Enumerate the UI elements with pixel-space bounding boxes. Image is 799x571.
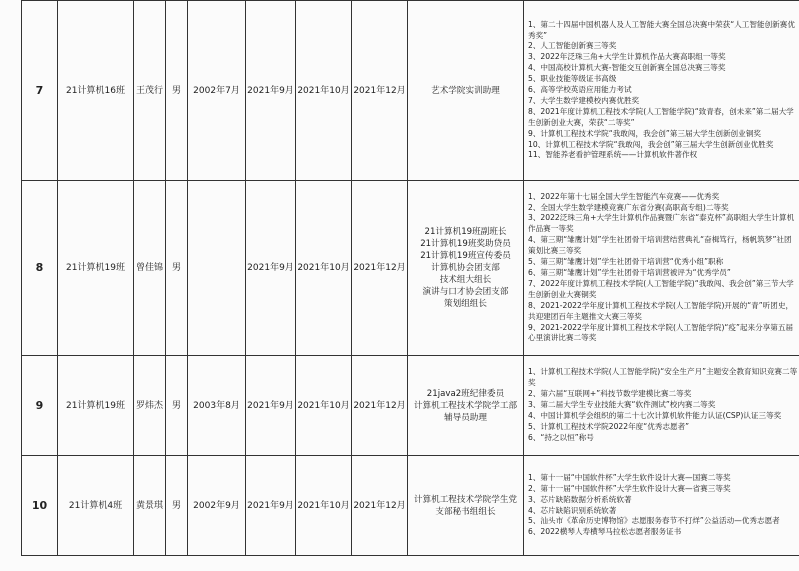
gender: 男 [166,1,188,181]
award-line: 7、大学生数学建模校内赛优胜奖 [528,95,640,105]
award-line: 6、第三期“雏鹰计划”学生社团骨干培训营被评为“优秀学员” [528,268,731,277]
award-line: 2、第六届“互联网+”科技节数学建模比赛二等奖 [528,389,692,399]
post-line: 演讲与口才协会团支部 [422,287,509,297]
date-a: 2021年9月 [246,181,296,356]
award-line: 5、汕头市《革命历史博物馆》志愿服务春节不打烊”公益活动—优秀志愿者 [528,516,780,526]
date-a: 2021年9月 [246,456,296,556]
date-a: 2021年9月 [246,356,296,456]
posts-cell [408,181,524,356]
award-line: 6、“持之以恒”称号 [528,432,594,442]
row-number: 8 [22,181,58,356]
date-b: 2021年10月 [296,181,352,356]
posts-cell [408,456,524,556]
awards-cell [524,356,799,456]
award-line: 3、2022年泛珠三角+大学生计算机作品大赛高职组一等奖 [528,52,726,62]
class-name: 21计算机19班 [58,181,134,356]
award-line: 5、职业技能等级证书高级 [528,74,617,84]
award-line: 3、2022泛珠三角+大学生计算机作品赛暨广东省“泰克杯”高职组大学生计算机作品赛一等奖 [528,213,795,234]
birth-date: 2003年8月 [188,356,246,456]
award-line: 4、第三期“雏鹰计划”学生社团骨干培训营结营典礼“奋楫笃行，杨帆筑梦”社团策划比赛三等奖 [528,235,792,256]
award-line: 2、第十一届“中国软件杯”大学生软件设计大赛—省赛三等奖 [528,483,731,493]
row-number: 10 [22,456,58,556]
table-row [22,356,799,456]
award-line: 9、2021-2022学年度计算机工程技术学院(人工智能学院)“疫”起来分享第五届心里演讲比赛二等奖 [528,322,794,343]
date-a: 2021年9月 [246,1,296,181]
birth-date [188,181,246,356]
date-c: 2021年12月 [352,181,408,356]
post-line: 计算机工程技术学院学工部 [413,400,518,411]
table-row [22,181,799,356]
student-name: 罗炜杰 [134,356,166,456]
award-line: 9、计算机工程技术学院“我敢闯，我会创”第三届大学生创新创业铜奖 [528,128,761,138]
date-c: 2021年12月 [352,1,408,181]
date-c: 2021年12月 [352,456,408,556]
award-line: 4、中国高校计算机大赛-智能交互创新赛全国总决赛三等奖 [528,63,726,73]
table-row [22,456,799,556]
gender: 男 [166,456,188,556]
award-line: 5、第三期“雏鹰计划”学生社团骨干培训营“优秀小组”职称 [528,257,724,267]
row-number: 7 [22,1,58,181]
award-line: 3、芯片缺陷数据分析系统软著 [528,494,632,504]
award-line: 7、2022年度计算机工程技术学院(人工智能学院)“我敢闯、我会创”第三节大学生创新创业大赛铜奖 [528,278,794,299]
award-line: 1、第十一届“中国软件杯”大学生软件设计大赛—国赛二等奖 [528,472,731,482]
award-line: 6、2022横琴人寿横琴马拉松志愿者服务证书 [528,527,682,537]
award-line: 8、2021年度计算机工程技术学院(人工智能学院)“致青春，创未来”第二届大学生创新创业大赛，荣获“二等奖” [528,106,794,127]
student-name: 黄景琪 [134,456,166,556]
award-line: 4、芯片缺陷识别系统软著 [528,505,617,515]
class-name: 21计算机16班 [58,1,134,181]
award-line: 1、计算机工程技术学院(人工智能学院)“安全生产月”主题安全教育知识竞赛二等奖 [528,367,798,388]
award-line: 8、2021-2022学年度计算机工程技术学院(人工智能学院)开展的“青”听团史，共迎建团百年主题推文大赛三等奖 [528,300,794,321]
post-line: 21计算机19班副班长 [424,227,507,237]
award-line: 2、全国大学生数学建模竞赛广东省分赛(高职高专组)二等奖 [528,202,729,212]
class-name: 21计算机19班 [58,356,134,456]
date-b: 2021年10月 [296,456,352,556]
row-number: 9 [22,356,58,456]
birth-date: 2002年7月 [188,1,246,181]
table-row [22,1,799,181]
posts-cell [408,356,524,456]
post-line: 支部秘书组组长 [435,506,496,517]
award-line: 6、高等学校英语应用能力考试 [528,85,632,95]
award-line: 3、第二届大学生专业技能大赛“软件测试”校内赛二等奖 [528,400,716,410]
birth-date: 2002年9月 [188,456,246,556]
post-line: 计算机协会团支部 [431,263,500,273]
awards-cell [524,181,799,356]
post-line: 21java2班纪律委员 [426,388,505,399]
date-b: 2021年10月 [296,1,352,181]
award-line: 2、人工智能创新赛三等奖 [528,41,617,51]
posts-cell [408,1,524,181]
post-line: 辅导员助理 [444,412,487,423]
awards-cell [524,1,799,181]
student-name: 曾佳锦 [134,181,166,356]
award-line: 11、智能养老看护管理系统——计算机软件著作权 [528,150,698,160]
student-roster-table [21,0,799,556]
post-line: 艺术学院实训助理 [431,85,500,96]
date-c: 2021年12月 [352,356,408,456]
class-name: 21计算机4班 [58,456,134,556]
student-name: 王茂行 [134,1,166,181]
award-line: 4、中国计算机学会组织的第二十七次计算机软件能力认证(CSP)认证三等奖 [528,410,782,420]
gender: 男 [166,181,188,356]
awards-cell [524,456,799,556]
post-line: 21计算机19班奖助贷员 [420,239,511,249]
award-line: 1、第二十四届中国机器人及人工智能大赛全国总决赛中荣获“人工智能创新赛优秀奖” [528,19,795,40]
award-line: 5、计算机工程技术学院2022年度“优秀志愿者” [528,421,690,431]
post-line: 技术组大组长 [439,275,492,285]
post-line: 21计算机19班宣传委员 [420,251,511,261]
post-line: 计算机工程技术学院学生党 [413,494,518,505]
award-line: 1、2022年第十七届全国大学生智能汽车竞赛——优秀奖 [528,191,720,201]
post-line: 策划组组长 [444,299,487,309]
date-b: 2021年10月 [296,356,352,456]
gender: 男 [166,356,188,456]
award-line: 10、计算机工程技术学院“我敢闯，我会创”第三届大学生创新创业优胜奖 [528,139,774,149]
